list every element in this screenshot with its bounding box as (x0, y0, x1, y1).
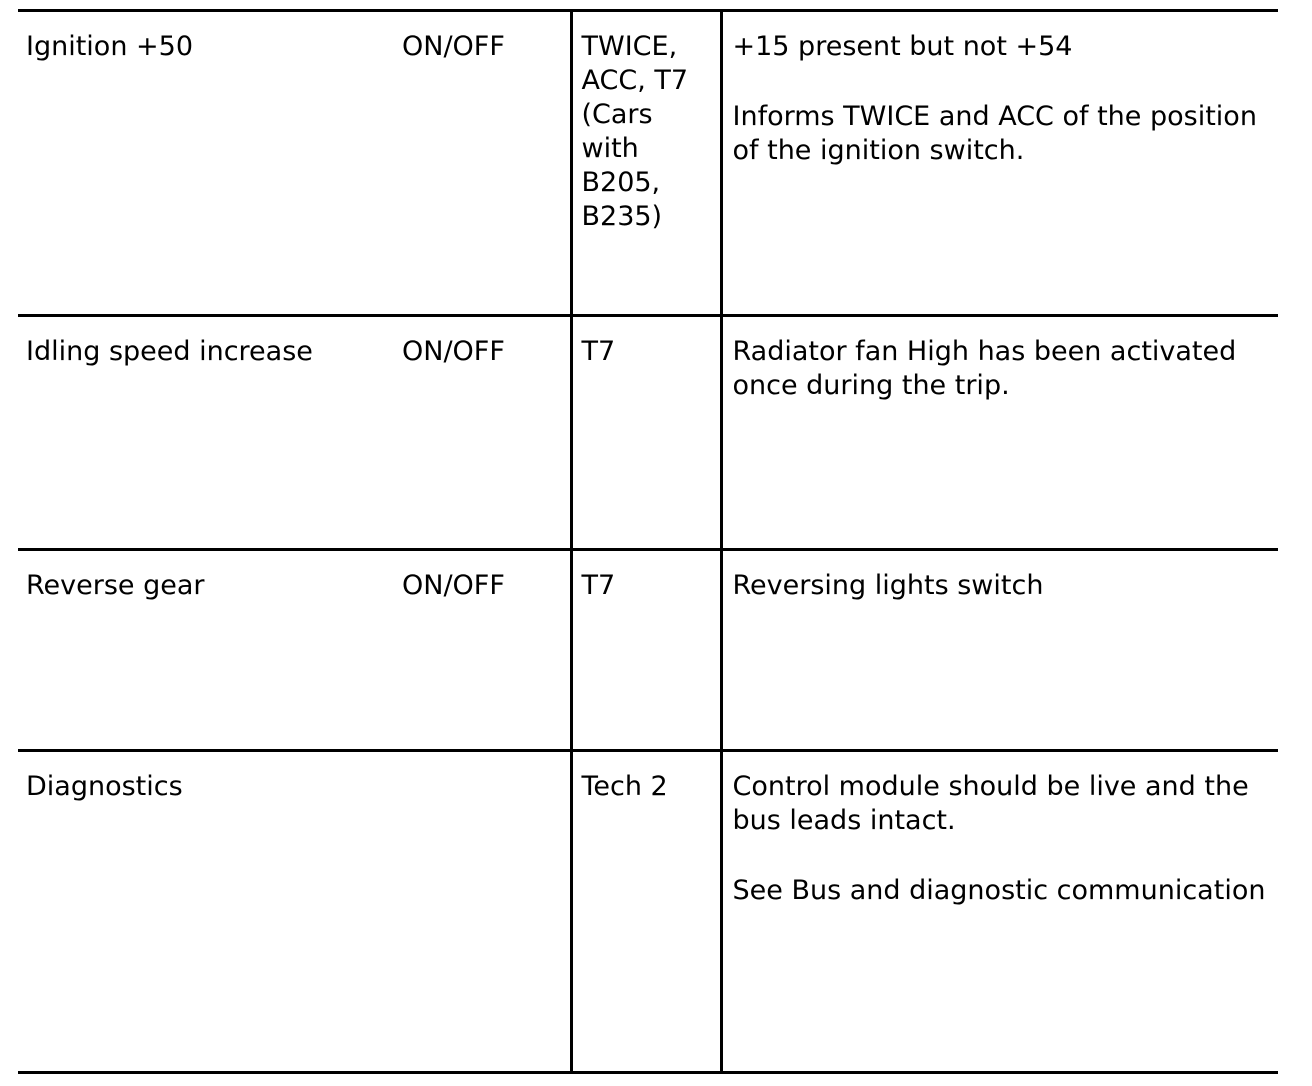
receiver-line: T7 (581, 336, 616, 367)
table-row (18, 316, 1278, 550)
receiver-line: with (581, 133, 639, 164)
signal-name: Idling speed increase (26, 336, 313, 367)
receiver-cell (571, 550, 721, 751)
table-row (18, 550, 1278, 751)
state-cell (394, 11, 571, 316)
condition-paragraph: Radiator fan High has been activated once during the trip. (732, 336, 1237, 401)
table-row (18, 751, 1278, 1073)
receiver-line: B205, (581, 167, 661, 198)
signal-state: ON/OFF (402, 570, 505, 601)
signal-state: ON/OFF (402, 31, 505, 62)
receiver-line: ACC, T7 (581, 65, 689, 96)
condition-paragraph: See Bus and diagnostic communication (732, 875, 1266, 906)
signal-name: Reverse gear (26, 570, 205, 601)
receiver-cell (571, 751, 721, 1073)
table-row (18, 11, 1278, 316)
condition-cell (721, 550, 1278, 751)
condition-cell (721, 11, 1278, 316)
state-cell (394, 550, 571, 751)
receiver-line: TWICE, (581, 31, 678, 62)
condition-paragraph: Reversing lights switch (732, 570, 1044, 601)
receiver-line: (Cars (581, 99, 653, 130)
state-cell (394, 316, 571, 550)
condition-paragraph: +15 present but not +54 (732, 31, 1073, 62)
signal-state: ON/OFF (402, 336, 505, 367)
condition-paragraph: Control module should be live and the bus leads intact. (732, 771, 1249, 836)
receiver-cell (571, 11, 721, 316)
signal-table (18, 9, 1278, 1074)
receiver-line: B235) (581, 201, 663, 232)
signal-name: Ignition +50 (26, 31, 193, 62)
condition-cell (721, 751, 1278, 1073)
signal-cell (18, 751, 394, 1073)
condition-cell (721, 316, 1278, 550)
receiver-cell (571, 316, 721, 550)
condition-paragraph: Informs TWICE and ACC of the position of the ignition switch. (732, 101, 1257, 166)
signal-name: Diagnostics (26, 771, 183, 802)
signal-cell (18, 11, 394, 316)
signal-cell (18, 550, 394, 751)
state-cell (394, 751, 571, 1073)
receiver-line: T7 (581, 570, 616, 601)
signal-cell (18, 316, 394, 550)
receiver-line: Tech 2 (581, 771, 668, 802)
